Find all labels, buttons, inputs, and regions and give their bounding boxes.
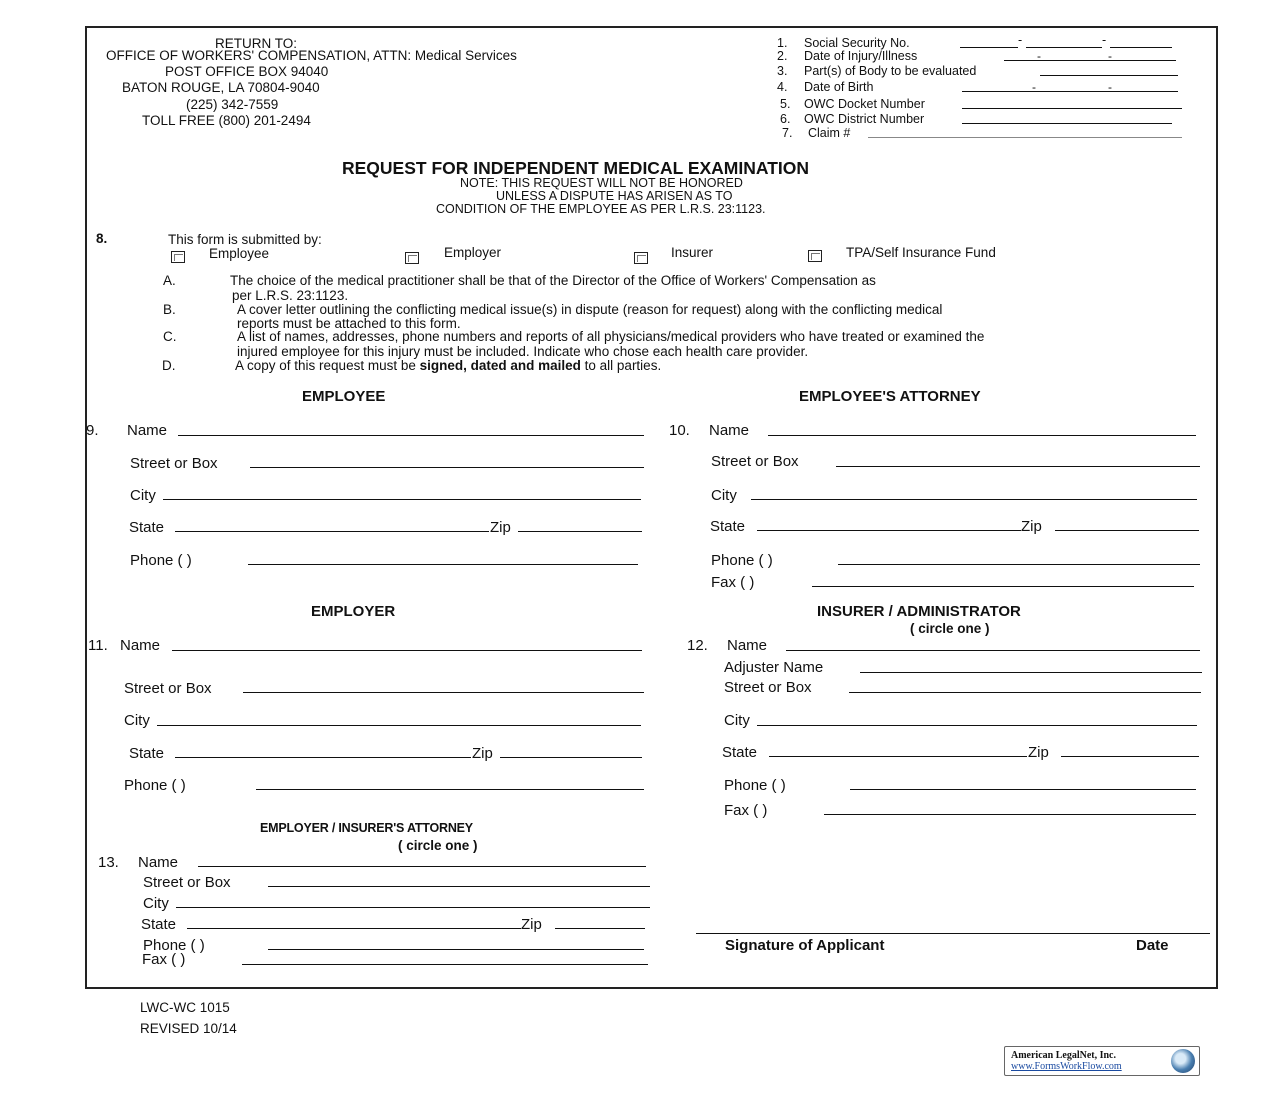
dob-field[interactable]: [962, 91, 1178, 92]
insurer-heading: INSURER / ADMINISTRATOR: [817, 603, 1021, 620]
tpa-checkbox[interactable]: [808, 250, 822, 262]
ssn-label: Social Security No.: [804, 36, 910, 50]
employer-option-label: Employer: [444, 245, 502, 260]
employer-zip-field[interactable]: [500, 757, 642, 758]
claim-label: Claim #: [808, 126, 851, 140]
field-3-num: 3.: [777, 64, 788, 78]
adjuster-name-label: Adjuster Name: [724, 659, 824, 676]
field-7-num: 7.: [782, 126, 793, 140]
instruction-a-letter: A.: [163, 273, 176, 288]
return-box: POST OFFICE BOX 94040: [165, 64, 329, 79]
date-label: Date: [1136, 937, 1169, 954]
note-line-2: UNLESS A DISPUTE HAS ARISEN AS TO: [496, 189, 733, 203]
insurer-fax-label: Fax ( ): [724, 802, 768, 819]
note-line-3: CONDITION OF THE EMPLOYEE AS PER L.R.S. 23:1123.: [436, 202, 766, 216]
attorney-name-label: Name: [709, 422, 750, 439]
er-attorney-fax-label: Fax ( ): [142, 951, 186, 968]
injury-date-dash-1: -: [1037, 49, 1041, 63]
insurer-phone-field[interactable]: [850, 789, 1196, 790]
ssn-dash-1: -: [1018, 33, 1023, 47]
employee-street-label: Street or Box: [130, 455, 218, 472]
er-attorney-circle-one: ( circle one ): [398, 838, 478, 853]
globe-icon: [1171, 1049, 1195, 1073]
employer-state-field[interactable]: [175, 757, 471, 758]
employee-phone-label: Phone ( ): [130, 552, 192, 569]
instruction-c-letter: C.: [163, 329, 177, 344]
attorney-street-field[interactable]: [836, 466, 1200, 467]
logo-url[interactable]: www.FormsWorkFlow.com: [1011, 1061, 1122, 1072]
employer-heading: EMPLOYER: [311, 603, 396, 620]
instruction-a-line-2: per L.R.S. 23:1123.: [232, 288, 349, 303]
insurer-option-label: Insurer: [671, 245, 714, 260]
insurer-name-field[interactable]: [786, 650, 1200, 651]
instruction-b-letter: B.: [163, 302, 176, 317]
employer-street-field[interactable]: [243, 692, 644, 693]
er-attorney-street-label: Street or Box: [143, 874, 231, 891]
insurer-fax-field[interactable]: [824, 814, 1196, 815]
employer-name-label: Name: [120, 637, 161, 654]
er-attorney-name-field[interactable]: [198, 866, 646, 867]
american-legalnet-logo[interactable]: [1004, 1046, 1200, 1076]
er-attorney-state-label: State: [141, 916, 177, 933]
insurer-state-label: State: [722, 744, 758, 761]
employee-phone-field[interactable]: [248, 564, 638, 565]
tpa-option-label: TPA/Self Insurance Fund: [846, 245, 996, 260]
field-6-num: 6.: [780, 112, 791, 126]
claim-field[interactable]: [868, 137, 1182, 138]
er-attorney-heading: EMPLOYER / INSURER'S ATTORNEY: [260, 821, 473, 835]
instruction-a-line-1: The choice of the medical practitioner shall be that of the Director of the Office of Workers' Compensation as: [230, 273, 876, 288]
insurer-zip-field[interactable]: [1061, 756, 1199, 757]
instruction-d-letter: D.: [162, 358, 176, 373]
instruction-d-bold: signed, dated and mailed: [419, 358, 581, 373]
district-label: OWC District Number: [804, 112, 925, 126]
attorney-phone-label: Phone ( ): [711, 552, 773, 569]
body-parts-field[interactable]: [1040, 75, 1178, 76]
er-attorney-fax-field[interactable]: [242, 964, 648, 965]
attorney-city-field[interactable]: [751, 499, 1197, 500]
field-5-num: 5.: [780, 97, 791, 111]
form-id: LWC-WC 1015: [140, 1000, 230, 1015]
er-attorney-zip-field[interactable]: [555, 928, 645, 929]
attorney-name-field[interactable]: [768, 435, 1196, 436]
ssn-field-2[interactable]: [1026, 47, 1102, 48]
er-attorney-zip-label: Zip: [521, 916, 542, 933]
section-9-num: 9.: [86, 422, 99, 439]
employer-checkbox[interactable]: [405, 252, 419, 264]
employer-state-label: State: [129, 745, 165, 762]
employer-phone-label: Phone ( ): [124, 777, 186, 794]
field-4-num: 4.: [777, 80, 788, 94]
instruction-b-line-2: reports must be attached to this form.: [237, 316, 461, 331]
body-parts-label: Part(s) of Body to be evaluated: [804, 64, 977, 78]
signature-line[interactable]: [696, 933, 1210, 934]
employee-name-field[interactable]: [178, 435, 644, 436]
section-11-num: 11.: [88, 637, 108, 654]
form-title: REQUEST FOR INDEPENDENT MEDICAL EXAMINATION: [342, 158, 810, 178]
employee-state-label: State: [129, 519, 165, 536]
instruction-d-text: [235, 358, 661, 373]
employee-zip-label: Zip: [490, 519, 511, 536]
employee-zip-field[interactable]: [518, 531, 642, 532]
insurer-phone-label: Phone ( ): [724, 777, 786, 794]
attorney-zip-label: Zip: [1021, 518, 1042, 535]
revised-date: REVISED 10/14: [140, 1021, 237, 1036]
section-13-num: 13.: [98, 854, 119, 871]
attorney-street-label: Street or Box: [711, 453, 799, 470]
employee-name-label: Name: [127, 422, 168, 439]
ssn-field-3[interactable]: [1110, 47, 1172, 48]
section-12-num: 12.: [687, 637, 708, 654]
er-attorney-phone-label: Phone ( ): [143, 937, 205, 954]
injury-date-dash-2: -: [1108, 49, 1112, 63]
employer-city-field[interactable]: [157, 725, 641, 726]
employee-heading: EMPLOYEE: [302, 388, 386, 405]
employee-attorney-heading: EMPLOYEE'S ATTORNEY: [799, 388, 981, 405]
instruction-d-pre: A copy of this request must be: [235, 358, 420, 373]
dob-dash-1: -: [1032, 80, 1036, 94]
insurer-city-label: City: [724, 712, 750, 729]
employee-state-field[interactable]: [175, 531, 489, 532]
return-office: OFFICE OF WORKERS' COMPENSATION, ATTN: Medical Services: [106, 48, 517, 63]
employer-street-label: Street or Box: [124, 680, 212, 697]
submitted-by-label: This form is submitted by:: [168, 232, 322, 247]
insurer-checkbox[interactable]: [634, 252, 648, 264]
docket-label: OWC Docket Number: [804, 97, 925, 111]
employee-city-label: City: [130, 487, 156, 504]
docket-field[interactable]: [962, 108, 1182, 109]
employer-phone-field[interactable]: [256, 789, 644, 790]
signature-label: Signature of Applicant: [725, 937, 885, 954]
injury-date-label: Date of Injury/Illness: [804, 49, 918, 63]
injury-date-field[interactable]: [1004, 60, 1176, 61]
attorney-fax-label: Fax ( ): [711, 574, 755, 591]
insurer-zip-label: Zip: [1028, 744, 1049, 761]
district-field[interactable]: [962, 123, 1172, 124]
ssn-field-1[interactable]: [960, 47, 1018, 48]
employer-city-label: City: [124, 712, 150, 729]
attorney-state-field[interactable]: [757, 530, 1021, 531]
insurer-city-field[interactable]: [757, 725, 1197, 726]
er-attorney-street-field[interactable]: [268, 886, 650, 887]
employee-city-field[interactable]: [163, 499, 641, 500]
instruction-b-line-1: A cover letter outlining the conflicting medical issue(s) in dispute (reason for request) along with the conflicting medical: [237, 302, 943, 317]
return-toll-free: TOLL FREE (800) 201-2494: [142, 113, 311, 128]
attorney-state-label: State: [710, 518, 746, 535]
dob-dash-2: -: [1108, 80, 1112, 94]
attorney-fax-field[interactable]: [812, 586, 1194, 587]
employee-checkbox[interactable]: [171, 251, 185, 263]
insurer-circle-one: ( circle one ): [910, 621, 990, 636]
employee-street-field[interactable]: [250, 467, 644, 468]
ssn-dash-2: -: [1102, 33, 1107, 47]
insurer-street-label: Street or Box: [724, 679, 812, 696]
return-phone: (225) 342-7559: [186, 97, 279, 112]
insurer-state-field[interactable]: [769, 756, 1027, 757]
note-line-1: NOTE: THIS REQUEST WILL NOT BE HONORED: [460, 176, 743, 190]
insurer-street-field[interactable]: [849, 692, 1201, 693]
field-1-num: 1.: [777, 36, 788, 50]
er-attorney-phone-field[interactable]: [268, 949, 644, 950]
er-attorney-name-label: Name: [138, 854, 179, 871]
return-city: BATON ROUGE, LA 70804-9040: [122, 80, 320, 95]
employer-name-field[interactable]: [172, 650, 642, 651]
er-attorney-city-field[interactable]: [176, 907, 650, 908]
return-to-label: RETURN TO:: [215, 36, 298, 51]
field-2-num: 2.: [777, 49, 788, 63]
logo-company-name: American LegalNet, Inc.: [1011, 1050, 1116, 1061]
insurer-name-label: Name: [727, 637, 768, 654]
employee-option-label: Employee: [209, 246, 270, 261]
instruction-d-post: to all parties.: [580, 358, 662, 373]
er-attorney-city-label: City: [143, 895, 169, 912]
adjuster-name-field[interactable]: [860, 672, 1202, 673]
instruction-c-line-1: A list of names, addresses, phone numbers and reports of all physicians/medical providers who have treated or examined the: [237, 329, 985, 344]
instruction-c-line-2: injured employee for this injury must be included. Indicate who chose each health care provider.: [237, 344, 809, 359]
section-8-num: 8.: [96, 231, 108, 246]
employer-zip-label: Zip: [472, 745, 493, 762]
dob-label: Date of Birth: [804, 80, 874, 94]
attorney-zip-field[interactable]: [1055, 530, 1199, 531]
er-attorney-state-field[interactable]: [187, 928, 521, 929]
section-10-num: 10.: [669, 422, 690, 439]
attorney-phone-field[interactable]: [838, 564, 1200, 565]
attorney-city-label: City: [711, 487, 737, 504]
